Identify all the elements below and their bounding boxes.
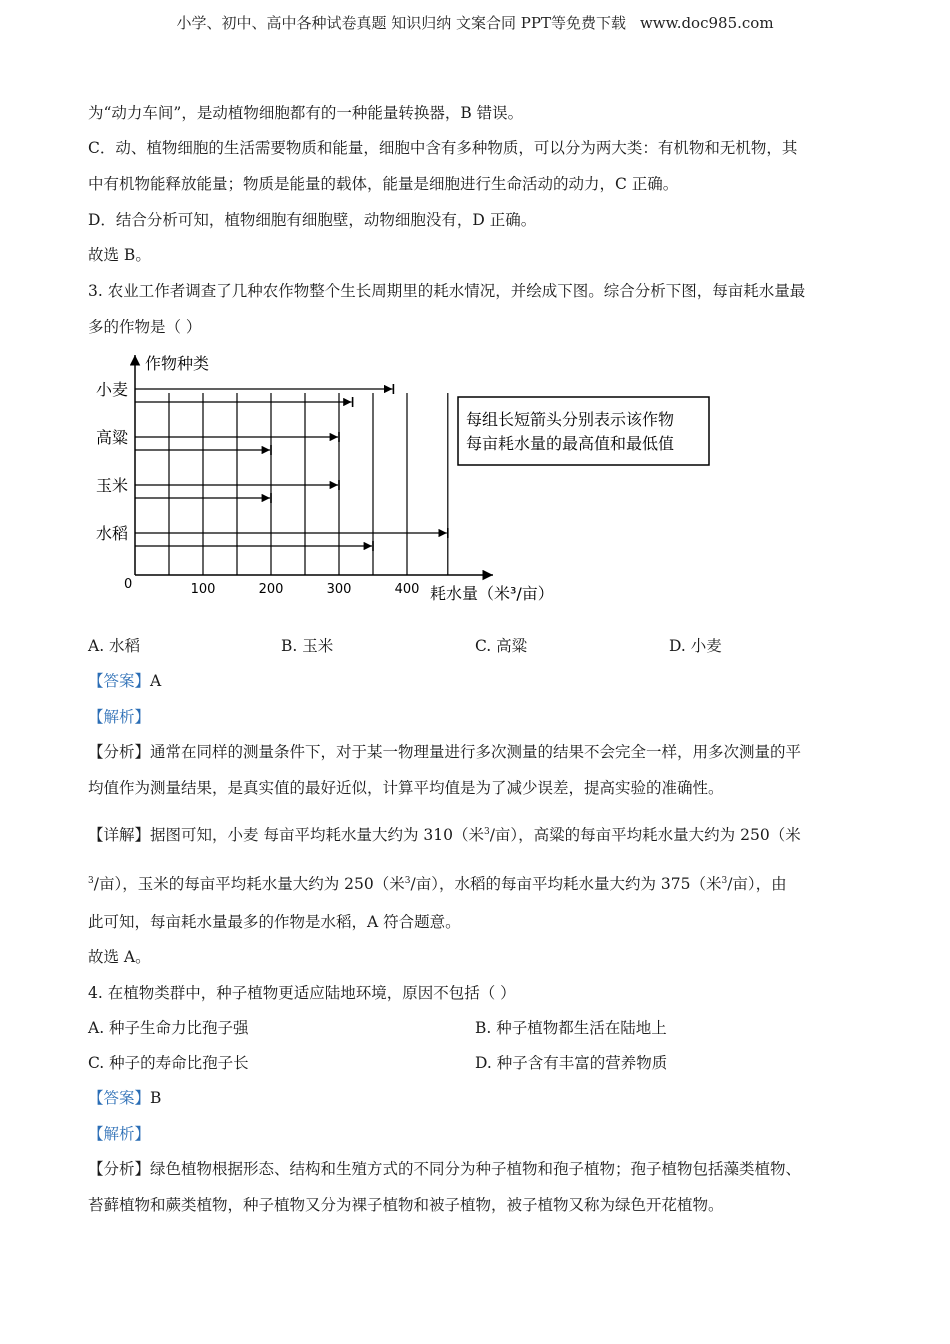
q3-fenxi xyxy=(88,740,801,762)
q3-xiangjie xyxy=(88,823,801,845)
category-label: 水稻 xyxy=(96,524,129,543)
q4-option-d[interactable]: D. 种子含有丰富的营养物质 xyxy=(475,1054,668,1072)
paragraph-line: D．结合分析可知，植物细胞有细胞壁，动物细胞没有，D 正确。 xyxy=(88,211,537,229)
analysis-tag: 【解析】 xyxy=(88,708,151,726)
q3-option-d[interactable]: D. 小麦 xyxy=(669,637,722,655)
q3-fenxi-cont: 均值作为测量结果，是真实值的最好近似，计算平均值是为了减少误差，提高实验的准确性。 xyxy=(88,779,724,797)
q3-xiangjie-cont: 此可知，每亩耗水量最多的作物是水稻，A 符合题意。 xyxy=(88,913,461,931)
analysis-tag: 【解析】 xyxy=(88,1125,151,1143)
q4-option-a[interactable]: A. 种子生命力比孢子强 xyxy=(88,1019,249,1037)
q4-option-c[interactable]: C. 种子的寿命比孢子长 xyxy=(88,1054,249,1072)
x-tick-label: 400 xyxy=(394,582,420,597)
q3-option-b[interactable]: B. 玉米 xyxy=(281,637,334,655)
q4-option-b[interactable]: B. 种子植物都生活在陆地上 xyxy=(475,1019,667,1037)
fenxi-tag: 【分析】 xyxy=(88,743,151,761)
q3-stem: 多的作物是（ ） xyxy=(88,318,202,336)
sup: 3 xyxy=(483,826,490,837)
x-tick-label: 200 xyxy=(258,582,284,597)
q4-fenxi-cont: 苔藓植物和蕨类植物，种子植物又分为裸子植物和被子植物，被子植物又称为绿色开花植物。 xyxy=(88,1196,724,1214)
x-tick-label: 300 xyxy=(326,582,352,597)
q3-stem: 3. 农业工作者调查了几种农作物整个生长周期里的耗水情况，并绘成下图。综合分析下图，每亩耗水量最 xyxy=(88,282,806,300)
q3-xiangjie-cont xyxy=(88,872,787,894)
y-axis-label: 作物种类 xyxy=(145,354,210,373)
category-label: 玉米 xyxy=(96,476,129,495)
xj-text: /亩），由 xyxy=(727,875,787,893)
answer-value: A xyxy=(150,672,162,690)
category-label: 高粱 xyxy=(96,428,129,447)
note-box xyxy=(458,397,709,465)
xj-text: 据图可知，小麦 每亩平均耗水量大约为 310（米 xyxy=(150,826,484,844)
xj-text: /亩），玉米的每亩平均耗水量大约为 250（米 xyxy=(93,875,405,893)
header-site[interactable]: www.doc985.com xyxy=(639,14,774,32)
q4-analysis-tag xyxy=(88,1122,150,1144)
fenxi-tag: 【分析】 xyxy=(88,1160,151,1178)
x-axis-label: 耗水量（米³/亩） xyxy=(430,584,554,603)
xiangjie-tag: 【详解】 xyxy=(88,826,151,844)
fenxi-text: 绿色植物根据形态、结构和生殖方式的不同分为种子植物和孢子植物；孢子植物包括藻类植物、 xyxy=(150,1160,802,1178)
note-line-1: 每组长短箭头分别表示该作物 xyxy=(466,410,675,429)
q3-option-c[interactable]: C. 高粱 xyxy=(475,637,528,655)
answer-tag: 【答案】 xyxy=(88,1089,151,1107)
q3-conclusion: 故选 A。 xyxy=(88,948,151,966)
page-header xyxy=(0,12,950,33)
header-text: 小学、初中、高中各种试卷真题 知识归纳 文案合同 PPT等免费下载 xyxy=(176,14,626,32)
paragraph-line: 中有机物能释放能量；物质是能量的载体，能量是细胞进行生命活动的动力，C 正确。 xyxy=(88,175,679,193)
origin-label: 0 xyxy=(124,577,133,592)
answer-value: B xyxy=(150,1089,162,1107)
paragraph-line: C．动、植物细胞的生活需要物质和能量，细胞中含有多种物质，可以分为两大类：有机物和无机物，其 xyxy=(88,139,798,157)
water-consumption-chart xyxy=(88,345,675,610)
q4-fenxi xyxy=(88,1157,801,1179)
answer-tag: 【答案】 xyxy=(88,672,151,690)
q3-option-a[interactable]: A. 水稻 xyxy=(88,637,141,655)
sup: 3 xyxy=(721,875,728,886)
q4-stem: 4. 在植物类群中，种子植物更适应陆地环境，原因不包括（ ） xyxy=(88,984,516,1002)
sup: 3 xyxy=(404,875,411,886)
q4-answer xyxy=(88,1086,161,1108)
paragraph-line: 故选 B。 xyxy=(88,246,151,264)
category-label: 小麦 xyxy=(96,380,129,399)
q3-answer xyxy=(88,669,161,691)
fenxi-text: 通常在同样的测量条件下，对于某一物理量进行多次测量的结果不会完全一样，用多次测量的平 xyxy=(150,743,802,761)
x-tick-label: 100 xyxy=(190,582,216,597)
note-line-2: 每亩耗水量的最高值和最低值 xyxy=(466,434,675,453)
xj-text: /亩），高粱的每亩平均耗水量大约为 250（米 xyxy=(489,826,801,844)
q3-analysis-tag xyxy=(88,705,150,727)
paragraph-line: 为“动力车间”，是动植物细胞都有的一种能量转换器，B 错误。 xyxy=(88,104,524,122)
xj-text: /亩），水稻的每亩平均耗水量大约为 375（米 xyxy=(410,875,722,893)
sup: 3 xyxy=(88,875,94,886)
